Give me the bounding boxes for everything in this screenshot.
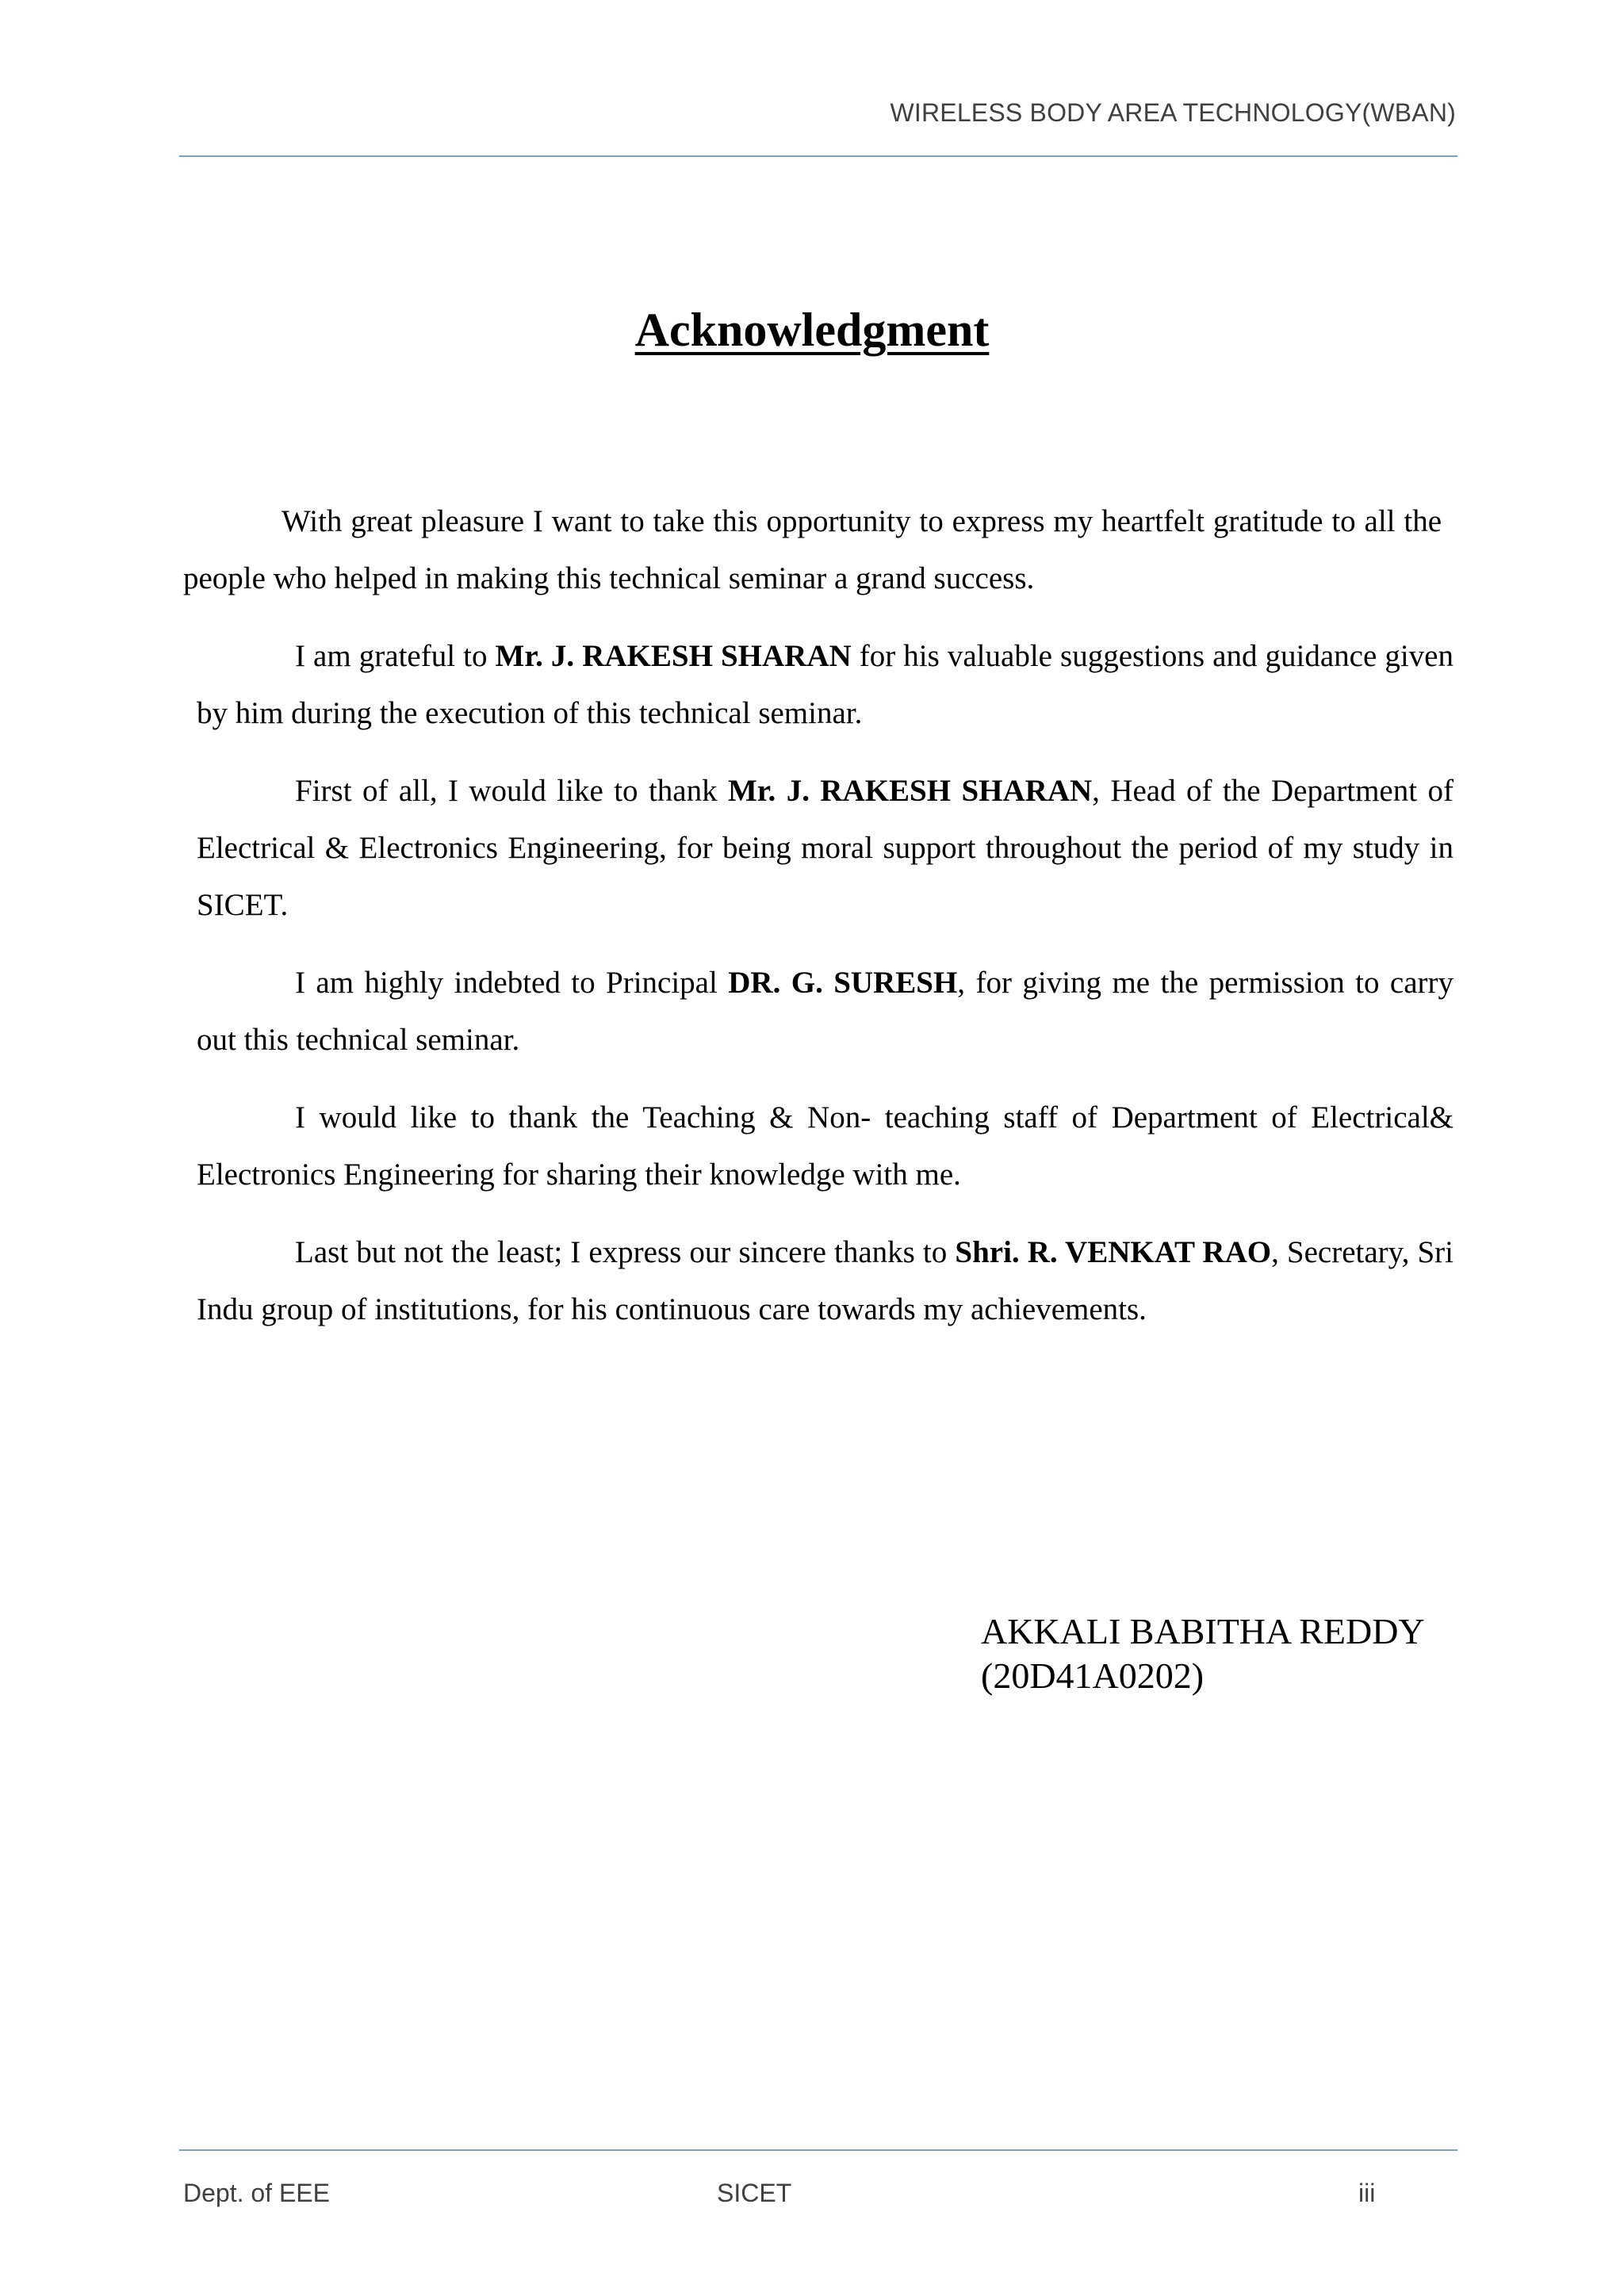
signature-block [981,1609,1425,1698]
paragraph-2-name: Mr. J. RAKESH SHARAN [495,639,852,673]
running-header: WIRELESS BODY AREA TECHNOLOGY(WBAN) [890,98,1456,127]
paragraph-6-name: Shri. R. VENKAT RAO [955,1235,1272,1269]
paragraph-2-text-end: for his valuable suggestions and guidance given by him during the execution of this technical seminar. [197,639,1454,730]
paragraph-6-text-end: , Secretary, Sri Indu group of institutions, for his continuous care towards my achievements. [197,1235,1454,1326]
paragraph-5 [197,1089,1454,1203]
page-title-text: Acknowledgment [634,304,990,356]
paragraph-3-text-start: First of all, I would like to thank [295,774,728,808]
header-rule [179,155,1457,157]
signature-name: AKKALI BABITHA REDDY [981,1611,1425,1651]
paragraph-2 [197,628,1454,742]
paragraph-6-text-start: Last but not the least; I express our sincere thanks to [295,1235,956,1269]
paragraph-4-text-start: I am highly indebted to Principal [295,966,729,1000]
paragraph-2-text-start: I am grateful to [295,639,496,673]
footer-department: Dept. of EEE [183,2179,330,2207]
footer-rule [179,2149,1457,2151]
paragraph-1-text: With great pleasure I want to take this opportunity to express my heartfelt gratitude to all the people who helped in making this technical seminar a grand success. [183,504,1442,595]
paragraph-6 [197,1224,1454,1338]
page-title [0,303,1624,358]
signature-roll-number: (20D41A0202) [981,1655,1205,1696]
footer-institution: SICET [717,2179,792,2207]
paragraph-4-text-end: , for giving me the permission to carry out this technical seminar. [197,966,1454,1057]
paragraph-4-name: DR. G. SURESH [728,966,958,1000]
paragraph-3 [197,763,1454,934]
paragraph-1 [183,493,1442,607]
page-number: iii [1358,2179,1376,2207]
paragraph-3-name: Mr. J. RAKESH SHARAN [728,774,1093,808]
acknowledgment-body [183,493,1454,1359]
paragraph-5-text: I would like to thank the Teaching & Non- teaching staff of Department of Electrical& Electronics Engineering for sharing their knowledge with me. [197,1100,1454,1192]
paragraph-4 [197,955,1454,1069]
paragraph-3-text-end: , Head of the Department of Electrical & Electronics Engineering, for being moral support throughout the period of my study in SICET. [197,774,1454,922]
